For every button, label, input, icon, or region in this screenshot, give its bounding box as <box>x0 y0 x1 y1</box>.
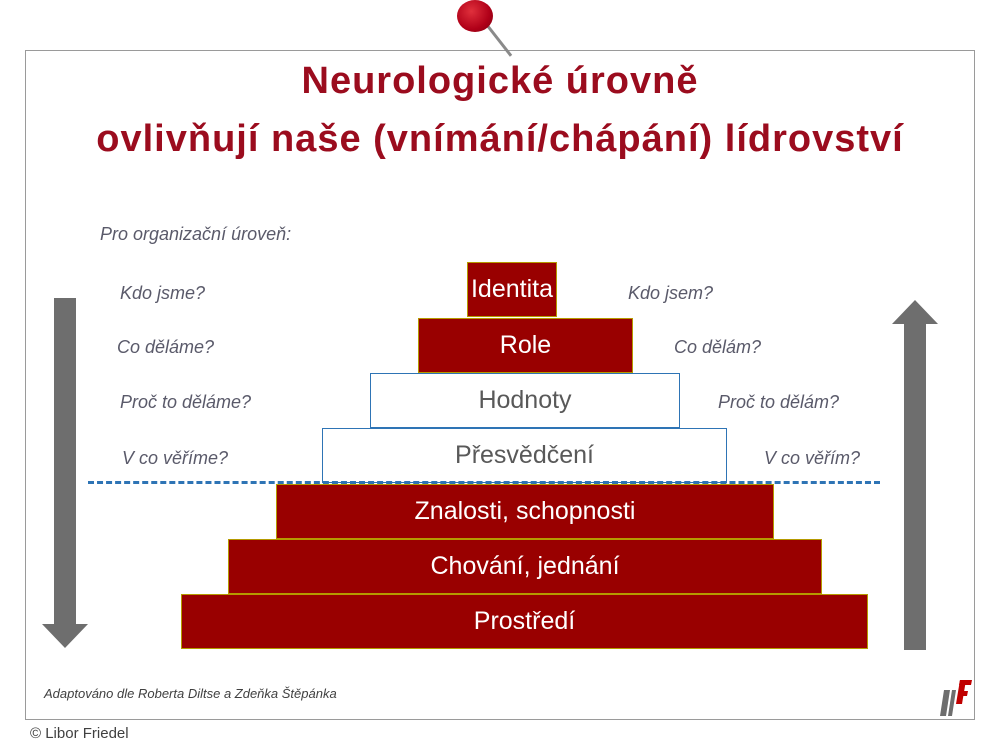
footnote: Adaptováno dle Roberta Diltse a Zdeňka Štěpánka <box>44 686 337 701</box>
left-question-1: Kdo jsme? <box>120 283 206 303</box>
level-role: Role <box>418 318 633 373</box>
level-chovani: Chování, jednání <box>228 539 822 594</box>
left-question-2: Co děláme? <box>117 337 215 357</box>
level-znalosti: Znalosti, schopnosti <box>276 484 774 539</box>
arrow-down-icon <box>40 298 90 650</box>
right-question-2: Co dělám? <box>674 337 762 357</box>
title-line-1: Neurologické úrovně <box>301 60 699 102</box>
level-prostredi: Prostředí <box>181 594 868 649</box>
arrow-up-icon <box>890 298 940 650</box>
logo-icon <box>936 676 972 718</box>
level-presvedceni: Přesvědčení <box>322 428 727 483</box>
organizational-level-heading: Pro organizační úroveň: <box>100 224 292 244</box>
copyright: © Libor Friedel <box>30 725 129 742</box>
right-question-4: V co věřím? <box>764 448 861 468</box>
left-question-4: V co věříme? <box>122 448 229 468</box>
title-line-2: ovlivňují naše (vnímání/chápání) lídrovství <box>96 118 904 160</box>
left-question-3: Proč to děláme? <box>120 392 252 412</box>
level-identita: Identita <box>467 262 557 317</box>
right-question-1: Kdo jsem? <box>628 283 714 303</box>
pushpin-icon <box>457 0 493 32</box>
right-question-3: Proč to dělám? <box>718 392 840 412</box>
level-hodnoty: Hodnoty <box>370 373 680 428</box>
